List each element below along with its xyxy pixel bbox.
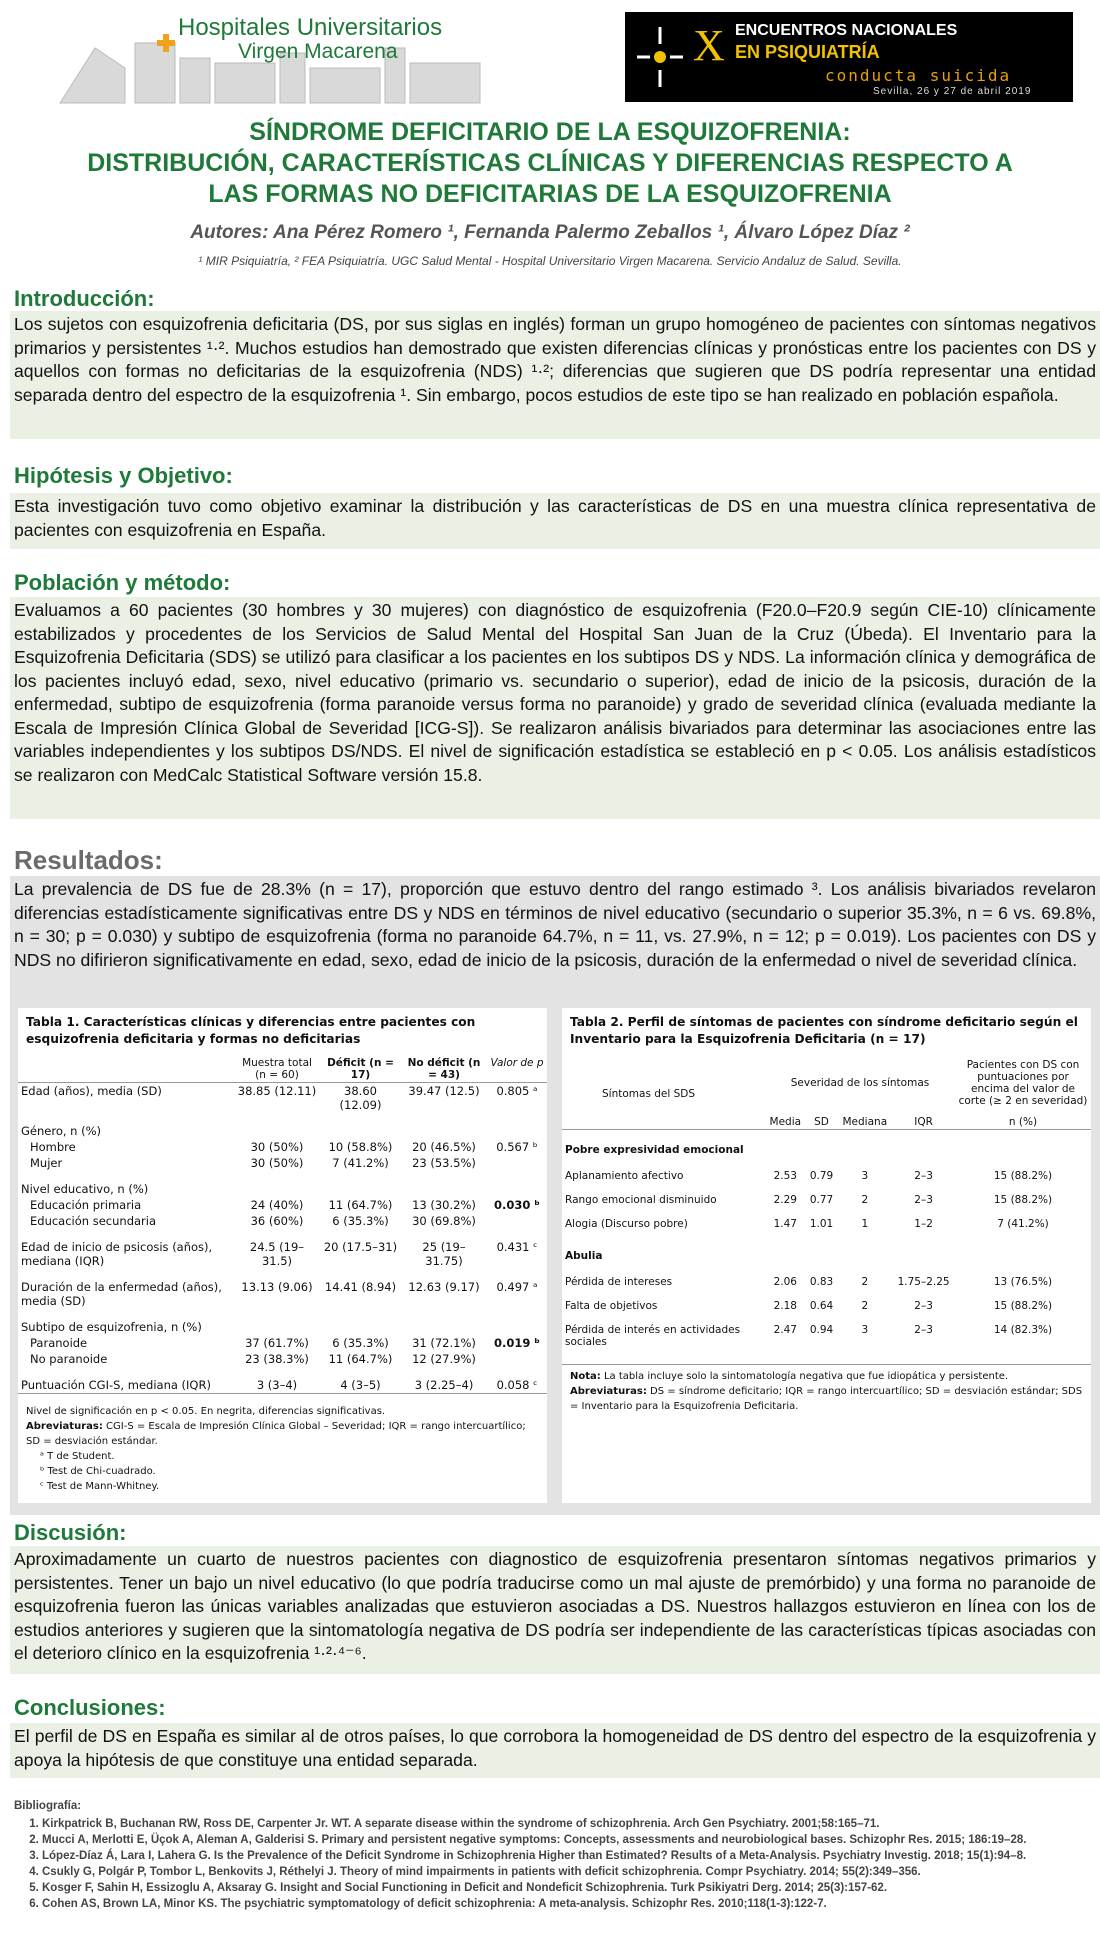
bibliography [14,1798,1084,1912]
table-cell: 15 (88.2%) [993,1300,1053,1312]
table-row [562,1270,1091,1294]
row-label: Alogia (Discurso pobre) [565,1218,688,1230]
table-cell: 11 (64.7%) [328,1352,393,1366]
table-cell: 13 (76.5%) [993,1276,1053,1288]
reference-item: 4. Csukly G, Polgár P, Tombor L, Benkovits J, Réthelyi J. Theory of mind impairments in patients with deficit schizophrenia. Compr Psychiatry. 2014; 55(2):349–356. [42,1864,1084,1880]
title-line-2: DISTRIBUCIÓN, CARACTERÍSTICAS CLÍNICAS Y DIFERENCIAS RESPECTO A [87,149,1013,177]
hospital-name-line2: Virgen Macarena [238,40,398,63]
table-row [18,1118,547,1139]
note-label: Abreviaturas: [570,1386,647,1397]
table-cell [320,1176,401,1197]
table-cell: 1.47 [773,1218,797,1230]
table-row [18,1234,547,1274]
row-label: Género, n (%) [21,1124,102,1138]
table-cell: 2 [861,1300,869,1312]
table-1-notes [18,1400,547,1498]
reference-item: 5. Kosger F, Sahin H, Essizoglu A, Aksaray G. Insight and Social Functioning in Deficit and Nondeficit Schizophrenia. Turk Psikiyatri Derg. 2014; 25(3):157-62. [42,1880,1084,1896]
table-cell [487,1213,547,1234]
table-cell [320,1118,401,1139]
table-cell [234,1176,320,1197]
row-label: No paranoide [30,1352,108,1366]
method-text: Evaluamos a 60 pacientes (30 hombres y 30 mujeres) con diagnóstico de esquizofrenia (F20.0–F20.9 según CIE-10) clínicamente estabilizados y procedentes de los Servicios de Salud Mental del Hospital San Juan de la Cruz (Úbeda). El Inventario para la Esquizofrenia Deficitaria (SDS) se utilizó para clasificar a los pacientes en los subtipos DS y NDS. La información clínica y demográfica de los pacientes incluyó edad, sexo, nivel educativo (primario vs. secundario o superior), edad de inicio de la psicosis, duración de la enfermedad, subtipo de esquizofrenia (forma paranoide versus forma no paranoide) y grado de severidad clínica (evaluada mediante la Escala de Impresión Clínica Global de Severidad [ICG-S]). Se realizaron análisis bivariados para determinar las asociaciones entre las variables independientes y los subtipos DS/NDS. El nivel de significación estadística se estableció en p < 0.05. Los análisis estadísticos se realizaron con MedCalc Statistical Software versión 15.8. [10,597,1100,819]
table-cell: 3 [861,1170,869,1182]
row-label: Educación secundaria [30,1214,157,1228]
table-cell: 24 (40%) [250,1198,304,1212]
table-cell: 2 [861,1194,869,1206]
table-row [18,1083,547,1119]
table-1-header: Muestra total (n = 60) [242,1057,312,1081]
table-1-note: Nivel de significación en p < 0.05. En negrita, diferencias significativas. [26,1406,386,1417]
table-2-header: Severidad de los síntomas [790,1077,930,1089]
table-cell: 4 (3–5) [340,1378,381,1392]
row-label: Edad de inicio de psicosis (años), mediana (IQR) [21,1240,213,1268]
row-label: Rango emocional disminuido [565,1194,717,1206]
table-cell: 30 (69.8%) [412,1214,476,1228]
table-cell: 0.77 [809,1194,834,1206]
intro-text: Los sujetos con esquizofrenia deficitaria (DS, por sus siglas en inglés) forman un grupo homogéneo de pacientes con síntomas negativos primarios y persistentes ¹·². Muchos estudios han demostrado que existen diferencias clínicas y pronósticas entre los pacientes con DS y aquellos con formas no deficitarias de la esquizofrenia (NDS) ¹·²; diferencias que sugieren que DS podría representar una entidad separada dentro del espectro de la esquizofrenia ¹. Sin embargo, pocos estudios de este tipo se han realizado en población española. [10,311,1100,439]
row-label: Educación primaria [30,1198,142,1212]
table-cell: 1.01 [809,1218,834,1230]
table-2-note [570,1384,1083,1414]
table-cell: 2.18 [773,1300,797,1312]
table-group-row [562,1130,1091,1165]
table-2-subheader: n (%) [1008,1116,1038,1128]
reference-item: 1. Kirkpatrick B, Buchanan RW, Ross DE, Carpenter Jr. WT. A separate disease within the syndrome of schizophrenia. Arch Gen Psychiatry. 2001;58:165–71. [42,1816,1084,1832]
bibliography-heading: Bibliografía: [14,1800,82,1812]
event-subtitle: conducta suicida [825,66,1012,85]
table-cell: 3 (2.25–4) [414,1378,474,1392]
table-1-note-abbr [26,1419,539,1449]
reference-item: 6. Cohen AS, Brown LA, Minor KS. The psychiatric symptomatology of deficit schizophrenia: A meta-analysis. Schizophr Res. 2010;118(1-3):122-7. [42,1896,1084,1912]
note-text: DS = síndrome deficitario; IQR = rango intercuartílico; SD = desviación estándar; SDS = Inventario para la Esquizofrenia Deficitaria. [570,1386,1083,1412]
table-cell: 30 (50%) [250,1140,304,1154]
table-cell [401,1314,487,1335]
table-cell: 14.41 (8.94) [324,1280,397,1294]
table-cell [487,1176,547,1197]
table-cell: 1.75–2.25 [897,1276,950,1288]
table-cell [320,1314,401,1335]
results-heading: Resultados: [14,845,163,875]
table-cell: 13.13 (9.06) [241,1280,313,1294]
table-cell: 15 (88.2%) [993,1194,1053,1206]
poster-title [20,117,1080,210]
table-cell: 20 (46.5%) [412,1140,476,1154]
hospital-name-line1: Hospitales Universitarios [178,14,443,41]
table-cell [234,1314,320,1335]
discussion-text: Aproximadamente un cuarto de nuestros pacientes con diagnostico de esquizofrenia presentaron síntomas negativos primarios y persistentes. Tener un bajo un nivel educativo (lo que podría traducirse como un mal ajuste de premórbido) y una forma no paranoide de esquizofrenia fueron las únicas variables analizadas que estuvieron asociadas a DS. Nuestros hallazgos estuvieron en línea con los de estudios anteriores y sugieren que la sintomatología negativa de DS podría ser independiente de las características típicas asociadas con el deterioro clínico en la esquizofrenia ¹·²·⁴⁻⁶. [10,1546,1100,1674]
table-2-caption: Tabla 2. Perfil de síntomas de pacientes con síndrome deficitario según el Inventario para la Esquizofrenia Deficitaria (n = 17) [570,1015,1078,1046]
table-cell: 0.79 [809,1170,834,1182]
table-2 [562,1008,1091,1503]
table-row [18,1314,547,1335]
conclusions-heading: Conclusiones: [14,1695,166,1720]
authors: Autores: Ana Pérez Romero ¹, Fernanda Palermo Zeballos ¹, Álvaro López Díaz ² [190,222,910,243]
group-label: Pobre expresividad emocional [565,1144,744,1156]
table-cell [487,1118,547,1139]
row-label: Falta de objetivos [565,1300,658,1312]
row-label: Pérdida de interés en actividades sociales [565,1324,741,1348]
table-cell: 10 (58.8%) [328,1140,393,1154]
table-2-subheader: SD [814,1116,829,1128]
table-row [562,1188,1091,1212]
table-cell [401,1176,487,1197]
table-row [562,1294,1091,1318]
table-cell: 0.64 [809,1300,834,1312]
note-text: CGI-S = Escala de Impresión Clínica Global – Severidad; IQR = rango intercuartílico; SD = desviación estándar. [26,1421,526,1447]
table-cell: 0.030 ᵇ [494,1198,540,1212]
table-1-caption: Tabla 1. Características clínicas y diferencias entre pacientes con esquizofrenia deficitaria y formas no deficitarias [26,1015,476,1046]
table-2-notes [562,1364,1091,1418]
table-1-note: ᶜ Test de Mann-Whitney. [40,1481,160,1492]
table-cell: 0.83 [809,1276,834,1288]
table-cell: 0.431 ᶜ [496,1240,538,1254]
table-2-header: Pacientes con DS con puntuaciones por encima del valor de corte (≥ 2 en severidad) [958,1059,1088,1107]
table-row [18,1139,547,1155]
table-cell [487,1155,547,1176]
table-cell: 36 (60%) [250,1214,304,1228]
table-1-header: Déficit (n = 17) [327,1057,394,1081]
table-cell: 3 (3–4) [256,1378,298,1392]
title-line-1: SÍNDROME DEFICITARIO DE LA ESQUIZOFRENIA: [249,118,851,146]
table-2-subheader: Mediana [842,1116,888,1128]
method-heading: Población y método: [14,570,231,595]
table-row [18,1351,547,1372]
table-cell [487,1351,547,1372]
table-cell: 6 (35.3%) [332,1214,389,1228]
table-2-subheader: IQR [914,1116,933,1128]
table-cell: 30 (50%) [250,1156,304,1170]
results-text: La prevalencia de DS fue de 28.3% (n = 17), proporción que estuvo dentro del rango estimado ³. Los análisis bivariados revelaron diferencias estadísticamente significativas entre DS y NDS en términos de nivel educativo (secundario o superior 35.3%, n = 6 vs. 69.8%, n = 30; p = 0.030) y subtipo de esquizofrenia (forma no paranoide 64.7%, n = 11, vs. 27.9%, n = 12; p = 0.019). Los pacientes con DS y NDS no difirieron significativamente en edad, sexo, edad de inicio de la psicosis, duración de la enfermedad o nivel de severidad clínica. [10,876,1100,995]
table-cell: 39.47 (12.5) [408,1084,480,1098]
table-cell: 2.06 [773,1276,797,1288]
table-1-header: Valor de p [490,1057,544,1069]
row-label: Pérdida de intereses [565,1276,673,1288]
note-text: La tabla incluye solo la sintomatología negativa que fue idiopática y persistente. [603,1371,1009,1382]
table-group-row [562,1236,1091,1270]
table-cell: 37 (61.7%) [245,1336,309,1350]
reference-item: 2. Mucci A, Merlotti E, Üçok A, Aleman A, Galderisi S. Primary and persistent negative symptoms: Concepts, assessments and neurobiological bases. Schizophr Res. 2015; 186:19–28. [42,1832,1084,1848]
table-1-note: ᵃ T de Student. [40,1451,115,1462]
title-line-3: LAS FORMAS NO DEFICITARIAS DE LA ESQUIZOFRENIA [208,180,892,208]
table-cell: 6 (35.3%) [332,1336,389,1350]
table-cell [401,1118,487,1139]
table-1 [18,1008,547,1503]
table-row [18,1155,547,1176]
table-cell: 12.63 (9.17) [408,1280,480,1294]
table-cell: 20 (17.5–31) [323,1240,398,1254]
row-label: Edad (años), media (SD) [21,1084,162,1098]
table-row [18,1274,547,1314]
row-label: Aplanamiento afectivo [565,1170,684,1182]
table-cell: 38.85 (12.11) [237,1084,317,1098]
event-dates: Sevilla, 26 y 27 de abril 2019 [873,86,1032,97]
event-line2: EN PSIQUIATRÍA [735,42,880,62]
row-label: Nivel educativo, n (%) [21,1182,149,1196]
table-cell: 2–3 [914,1194,933,1206]
table-cell: 2 [861,1276,869,1288]
table-row [18,1335,547,1351]
table-row [18,1176,547,1197]
table-cell: 15 (88.2%) [993,1170,1053,1182]
table-cell: 7 (41.2%) [997,1218,1049,1230]
table-cell: 31 (72.1%) [412,1336,476,1350]
table-2-subheader: Media [769,1116,802,1128]
table-cell: 23 (53.5%) [412,1156,476,1170]
table-2-note [570,1369,1083,1384]
table-2-grid [562,1058,1091,1354]
event-line1: ENCUENTROS NACIONALES [735,22,958,39]
table-row [18,1372,547,1394]
table-cell: 23 (38.3%) [245,1352,309,1366]
intro-heading: Introducción: [14,286,155,311]
row-label: Hombre [30,1140,76,1154]
table-cell: 14 (82.3%) [993,1324,1053,1336]
table-cell: 11 (64.7%) [328,1198,393,1212]
table-2-header: Síntomas del SDS [602,1087,696,1100]
table-cell: 38.60 (12.09) [339,1084,382,1112]
table-cell: 1 [861,1218,869,1230]
table-row [18,1213,547,1234]
table-cell: 25 (19–31.75) [422,1240,466,1268]
table-cell: 24.5 (19–31.5) [249,1240,305,1268]
affiliation: ¹ MIR Psiquiatría, ² FEA Psiquiatría. UGC Salud Mental - Hospital Universitario Virgen Macarena. Servicio Andaluz de Salud. Sevilla. [198,254,902,268]
reference-item: 3. López-Díaz Á, Lara I, Lahera G. Is the Prevalence of the Deficit Syndrome in Schizophrenia Higher than Estimated? Results of a Meta-Analysis. Psychiatry Investig. 2018; 15(1):94–8. [42,1848,1084,1864]
table-cell: 2.47 [773,1324,797,1336]
row-label: Duración de la enfermedad (años), media (SD) [21,1280,222,1308]
table-cell: 2.53 [773,1170,797,1182]
table-row [562,1318,1091,1354]
table-cell: 7 (41.2%) [332,1156,389,1170]
table-cell: 2–3 [914,1300,933,1312]
table-1-header: No déficit (n = 43) [407,1057,481,1081]
event-logo [625,12,1073,102]
table-cell: 0.567 ᵇ [496,1140,538,1154]
hypothesis-heading: Hipótesis y Objetivo: [14,463,233,488]
row-label: Paranoide [30,1336,88,1350]
group-label: Abulia [565,1250,603,1262]
table-row [562,1164,1091,1188]
event-roman: X [693,21,725,70]
table-cell [234,1118,320,1139]
table-cell: 2.29 [773,1194,797,1206]
table-1-header [18,1056,234,1083]
table-cell: 0.94 [809,1324,834,1336]
table-1-note: ᵇ Test de Chi-cuadrado. [40,1466,156,1477]
hypothesis-text: Esta investigación tuvo como objetivo examinar la distribución y las características de DS en una muestra clínica representativa de pacientes con esquizofrenia en España. [10,493,1100,549]
table-cell: 13 (30.2%) [412,1198,476,1212]
row-label: Subtipo de esquizofrenia, n (%) [21,1320,202,1334]
note-label: Abreviaturas: [26,1421,103,1432]
table-cell: 0.058 ᶜ [496,1378,538,1392]
table-cell: 2–3 [914,1170,933,1182]
table-cell: 3 [861,1324,869,1336]
bibliography-list [14,1816,1084,1912]
conclusions-text: El perfil de DS en España es similar al de otros países, lo que corrobora la homogeneidad de DS dentro del espectro de la esquizofrenia y apoya la hipótesis de que constituye una entidad separada. [10,1723,1100,1778]
table-cell: 2–3 [914,1324,933,1336]
table-cell: 1–2 [914,1218,933,1230]
table-row [562,1212,1091,1236]
note-label: Nota: [570,1371,601,1382]
table-cell [487,1314,547,1335]
row-label: Mujer [30,1156,63,1170]
table-cell: 0.497 ᵃ [496,1280,538,1294]
table-row [18,1197,547,1213]
table-1-grid [18,1056,547,1394]
table-cell: 12 (27.9%) [412,1352,476,1366]
table-cell: 0.805 ᵃ [496,1084,538,1098]
discussion-heading: Discusión: [14,1520,127,1545]
table-cell: 0.019 ᵇ [494,1336,540,1350]
row-label: Puntuación CGI-S, mediana (IQR) [21,1378,211,1392]
arrows-icon [635,22,685,92]
